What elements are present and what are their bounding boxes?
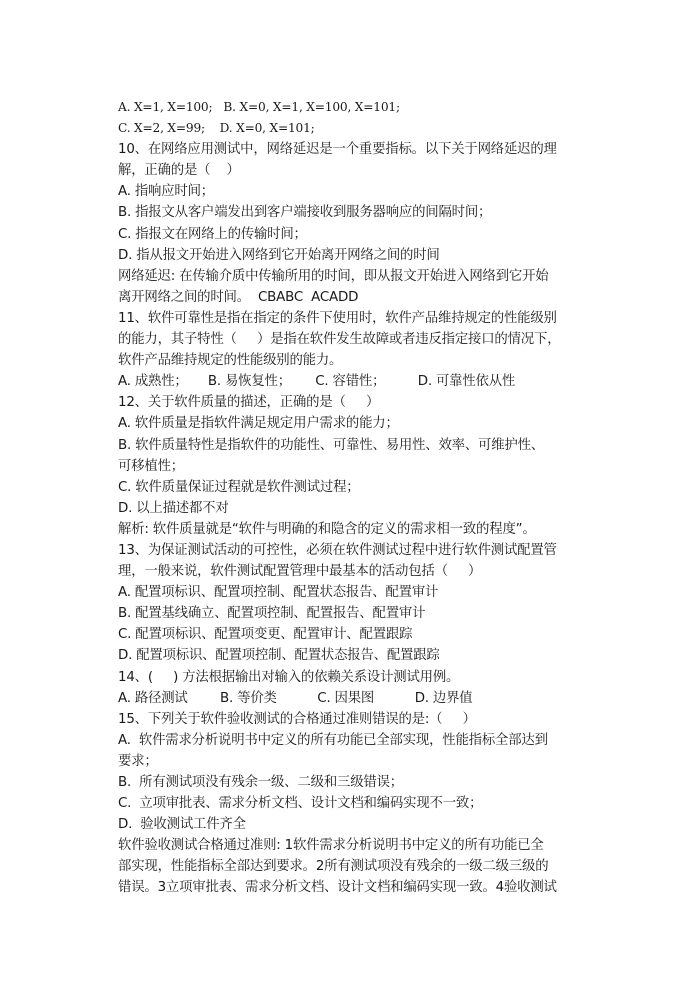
question-10-text: 10、在网络应用测试中，网络延迟是一个重要指标。以下关于网络延迟的理 [118,142,557,158]
option-line: B. 指报文从客户端发出到客户端接收到服务器响应的间隔时间； [118,205,492,221]
document-page [118,97,588,899]
explanation-line: 软件验收测试合格通过准则: 1软件需求分析说明书中定义的所有功能已全 [118,838,544,854]
text-line: 理，一般来说，软件测试配置管理中最基本的活动包括（ ） [118,564,482,580]
text-line: 的能力，其子特性（ ）是指在软件发生故障或者违反指定接口的情况下， [118,332,561,348]
explanation-line: 错误。3立项审批表、需求分析文档、设计文档和编码实现一致。4验收测试 [118,880,557,896]
question-15-text: 15、下列关于软件验收测试的合格通过准则错误的是:（ ） [118,711,476,727]
option-line: D. 以上描述都不对 [118,500,229,516]
explanation-line: 网络延迟: 在传输介质中传输所用的时间，即从报文开始进入网络到它开始 [118,268,549,284]
option-line: C. 配置项标识、配置项变更、配置审计、配置跟踪 [118,627,413,643]
option-line: D. 指从报文开始进入网络到它开始离开网络之间的时间 [118,247,440,263]
text-line: 软件产品维持规定的性能级别的能力。 [118,353,343,369]
text-line: 解，正确的是（ ） [118,163,240,179]
explanation-line: 部实现，性能指标全部达到要求。2所有测试项没有残余的一级二级三级的 [118,859,549,875]
explanation-line: 解析: 软件质量就是“软件与明确的和隐含的定义的需求相一致的程度”。 [118,521,536,537]
text-line: A. X=1, X=100; B. X=0, X=1, X=100, X=101; [118,100,400,114]
option-line: A. 成熟性； B. 易恢复性； C. 容错性； D. 可靠性依从性 [118,374,516,390]
question-11-text: 11、软件可靠性是指在指定的条件下使用时，软件产品维持规定的性能级别 [118,310,557,326]
question-12-text: 12、关于软件质量的描述，正确的是（ ） [118,395,380,411]
text-line: 要求； [118,753,158,769]
option-line: A. 路径测试 B. 等价类 C. 因果图 D. 边界值 [118,690,473,706]
option-line: A. 指响应时间； [118,184,214,200]
option-line: B. 所有测试项没有残余一级、二级和三级错误； [118,775,403,790]
option-line: C. 立项审批表、需求分析文档、设计文档和编码实现不一致； [118,796,483,812]
text-line: C. X=2, X=99; D. X=0, X=101; [118,121,315,136]
option-line: A. 配置项标识、配置项控制、配置状态报告、配置审计 [118,585,439,601]
option-line: B. 配置基线确立、配置项控制、配置报告、配置审计 [118,606,426,622]
text-line: 可移植性； [118,458,184,474]
option-line: D. 配置项标识、配置项控制、配置状态报告、配置跟踪 [118,648,440,664]
option-line: C. 指报文在网络上的传输时间； [118,226,307,242]
question-14-text: 14、( ) 方法根据输出对输入的依赖关系设计测试用例。 [118,669,460,685]
question-13-text: 13、为保证测试活动的可控性，必须在软件测试过程中进行软件测试配置管 [118,542,557,558]
option-line: C. 软件质量保证过程就是软件测试过程； [118,479,360,495]
option-line: A. 软件质量是指软件满足规定用户需求的能力； [118,416,399,432]
option-line: A. 软件需求分析说明书中定义的所有功能已全部实现，性能指标全部达到 [118,732,548,748]
explanation-line: 离开网络之间的时间。 CBABC ACADD [118,289,359,305]
option-line: D. 验收测试工件齐全 [118,817,246,833]
option-line: B. 软件质量特性是指软件的功能性、可靠性、易用性、效率、可维护性、 [118,437,545,453]
